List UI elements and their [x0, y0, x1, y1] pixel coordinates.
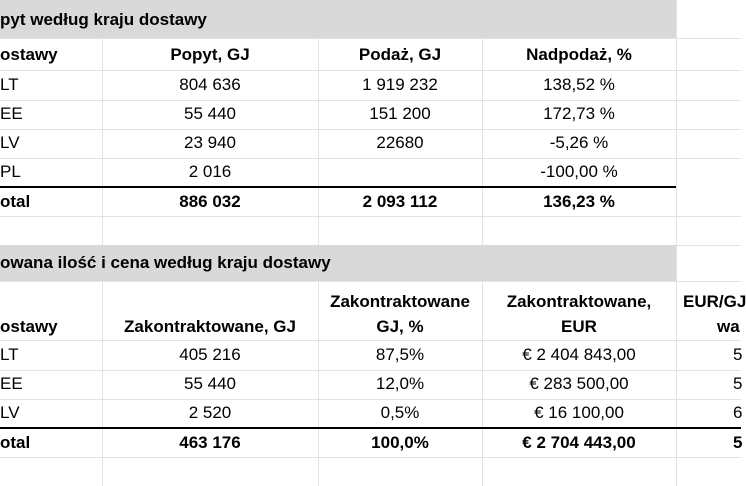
- table2-title: owana ilość i cena według kraju dostawy: [0, 253, 331, 272]
- table1-cell-supply: 151 200: [369, 104, 431, 123]
- table2-cell-country: LT: [0, 345, 19, 364]
- table1-cell-country: LV: [0, 133, 20, 152]
- table1-header-oversupply: Nadpodaż, %: [526, 45, 632, 64]
- table2-total-label: otal: [0, 433, 31, 452]
- table1-total-label: otal: [0, 192, 31, 211]
- table2-cell-contracted-eur: € 2 404 843,00: [522, 345, 636, 364]
- table1-total-oversupply: 136,23 %: [543, 192, 615, 211]
- grid-line: [0, 281, 741, 282]
- table1-header-country: ostawy: [0, 45, 58, 64]
- grid-line: [676, 0, 677, 486]
- table1-cell-demand: 2 016: [188, 162, 232, 181]
- table2-cell-contracted-eur: € 16 100,00: [534, 403, 624, 422]
- grid-line: [0, 70, 741, 71]
- grid-line: [0, 457, 741, 458]
- table1-total-divider: [0, 186, 676, 188]
- table1-cell-supply: 1 919 232: [362, 75, 438, 94]
- table2-total-contracted-pct: 100,0%: [371, 433, 429, 452]
- table1-cell-demand: 55 440: [184, 104, 236, 123]
- table2-header-eur-gj-line2: wa: [717, 317, 740, 336]
- table1-cell-country: LT: [0, 75, 19, 94]
- table2-header-contracted-pct-line1: Zakontraktowane: [330, 292, 470, 311]
- table2-cell-country: EE: [0, 374, 23, 393]
- table1-cell-supply: 22680: [376, 133, 424, 152]
- grid-line: [0, 100, 741, 101]
- grid-line: [0, 216, 741, 217]
- grid-line: [0, 399, 741, 400]
- table2-cell-contracted-pct: 87,5%: [375, 345, 425, 364]
- grid-line: [0, 370, 741, 371]
- grid-line: [0, 158, 741, 159]
- table2-cell-country: LV: [0, 403, 20, 422]
- table2-header-country: ostawy: [0, 317, 58, 336]
- table2-cell-contracted-eur: € 283 500,00: [529, 374, 629, 393]
- table2-cell-contracted-pct: 12,0%: [375, 374, 425, 393]
- grid-line: [0, 129, 741, 130]
- table2-cell-eur-gj: 6: [733, 403, 743, 422]
- table1-cell-country: PL: [0, 162, 21, 181]
- table2-cell-contracted-pct: 0,5%: [380, 403, 420, 422]
- table2-header-eur-gj-line1: EUR/GJ: [683, 292, 746, 311]
- table2-total-contracted-gj: 463 176: [179, 433, 241, 452]
- table1-total-demand: 886 032: [179, 192, 241, 211]
- table2-header-contracted-eur-line2: EUR: [561, 317, 597, 336]
- table2-cell-eur-gj: 5: [733, 374, 743, 393]
- table2-cell-contracted-gj: 2 520: [188, 403, 232, 422]
- table1-cell-demand: 23 940: [184, 133, 236, 152]
- table2-header-contracted-eur-line1: Zakontraktowane,: [506, 292, 652, 311]
- table1-cell-country: EE: [0, 104, 23, 123]
- table2-cell-contracted-gj: 405 216: [179, 345, 241, 364]
- grid-line: [0, 38, 741, 39]
- table1-cell-oversupply: 138,52 %: [543, 75, 615, 94]
- table2-cell-contracted-gj: 55 440: [184, 374, 236, 393]
- table2-total-contracted-eur: € 2 704 443,00: [522, 433, 636, 452]
- table2-cell-eur-gj: 5: [733, 345, 743, 364]
- table1-header-demand: Popyt, GJ: [170, 45, 250, 64]
- table1-cell-oversupply: -5,26 %: [549, 133, 609, 152]
- grid-line: [0, 340, 741, 341]
- table2-header-contracted-gj: Zakontraktowane, GJ: [124, 317, 296, 336]
- table1-cell-oversupply: -100,00 %: [540, 162, 618, 181]
- table2-header-contracted-pct-line2: GJ, %: [376, 317, 424, 336]
- table1-header-supply: Podaż, GJ: [358, 45, 442, 64]
- table1-title: pyt według kraju dostawy: [0, 10, 207, 29]
- table2-total-eur-gj: 5: [733, 433, 743, 452]
- table1-total-supply: 2 093 112: [362, 192, 438, 211]
- table1-cell-oversupply: 172,73 %: [543, 104, 615, 123]
- table2-total-divider: [0, 427, 741, 429]
- table1-cell-demand: 804 636: [179, 75, 241, 94]
